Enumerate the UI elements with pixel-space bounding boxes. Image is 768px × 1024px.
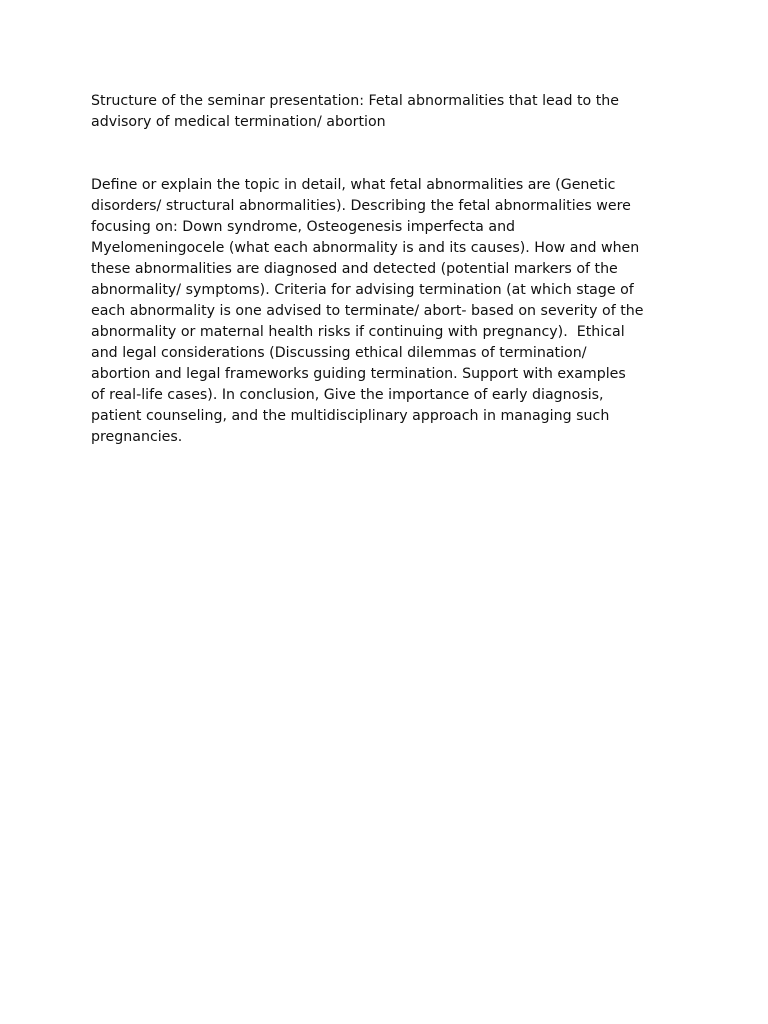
seminar-structure-heading-paragraph: Structure of the seminar presentation: Fetal abnormalities that lead to the advisory of medical termination/ abortion xyxy=(91,93,620,130)
seminar-outline-body-paragraph: Define or explain the topic in detail, what fetal abnormalities are (Genetic disorders/ structural abnormalities). Describing the fetal abnormalities were focusing on: Down syndrome, Osteogenesis imperfecta and Myelomeningocele (what each abnormality is and its causes). How and when these abnormalities are diagnosed and detected (potential markers of the abnormality/ symptoms). Criteria for advising termination (at which stage of each abnormality is one advised to terminate/ abort- based on severity of the abnormality or maternal health risks if continuing with pregnancy). Ethical and legal considerations (Discussing ethical dilemmas of termination/ abortion and legal frameworks guiding termination. Support with examples of real-life cases). In conclusion, Give the importance of early diagnosis, patient counseling, and the multidisciplinary approach in managing such pregnancies. xyxy=(91,177,644,445)
